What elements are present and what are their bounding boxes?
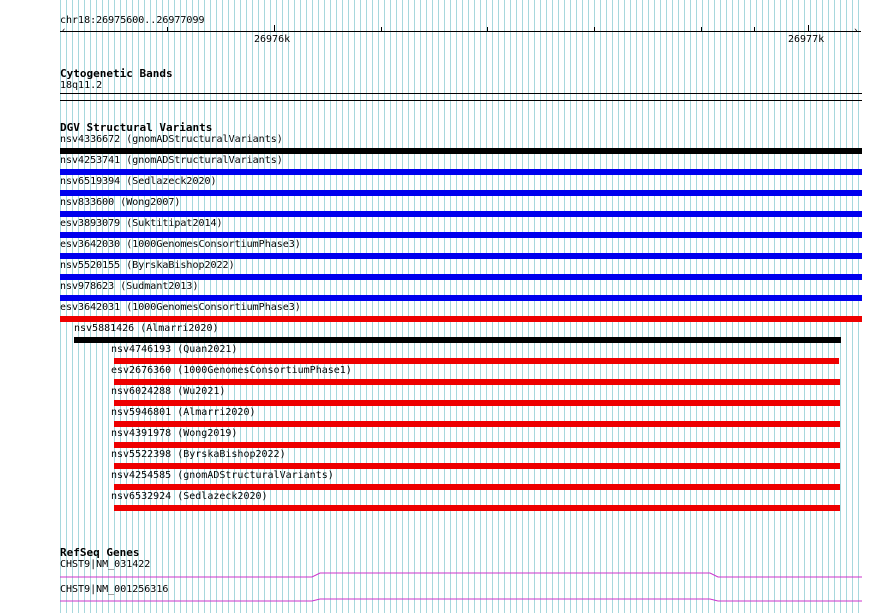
variant-bar[interactable] — [114, 463, 840, 469]
variant-bar[interactable] — [60, 295, 862, 301]
variant-bar[interactable] — [114, 358, 839, 364]
track-title-refseq[interactable]: RefSeq Genes — [60, 546, 140, 559]
variant-bar[interactable] — [74, 337, 841, 343]
variant-bar[interactable] — [114, 505, 840, 511]
variant-label[interactable]: esv3642031 (1000GenomesConsortiumPhase3) — [60, 302, 301, 313]
ruler-right-arrow[interactable]: › — [853, 26, 859, 36]
variant-bar[interactable] — [114, 400, 840, 406]
track-title-cytoband[interactable]: Cytogenetic Bands — [60, 67, 173, 80]
track-title-dgv[interactable]: DGV Structural Variants — [60, 121, 213, 134]
variant-label[interactable]: nsv4336672 (gnomADStructuralVariants) — [60, 134, 283, 145]
variant-label[interactable]: nsv978623 (Sudmant2013) — [60, 281, 199, 292]
variant-bar[interactable] — [60, 316, 862, 322]
cytoband-line — [60, 93, 862, 94]
variant-label[interactable]: nsv4254585 (gnomADStructuralVariants) — [111, 470, 334, 481]
variant-bar[interactable] — [114, 484, 840, 490]
variant-label[interactable]: nsv5520155 (ByrskaBishop2022) — [60, 260, 235, 271]
variant-label[interactable]: nsv4253741 (gnomADStructuralVariants) — [60, 155, 283, 166]
variant-label[interactable]: nsv5946801 (Almarri2020) — [111, 407, 256, 418]
ruler-axis — [60, 31, 861, 32]
variant-bar[interactable] — [60, 148, 862, 154]
gene-label[interactable]: CHST9|NM_001256316 — [60, 584, 169, 595]
location-label: chr18:26975600..26977099 — [60, 15, 205, 26]
variant-label[interactable]: nsv4746193 (Quan2021) — [111, 344, 238, 355]
variant-bar[interactable] — [60, 274, 862, 280]
variant-bar[interactable] — [60, 190, 862, 196]
gene-label[interactable]: CHST9|NM_031422 — [60, 559, 151, 570]
variant-label[interactable]: esv3642030 (1000GenomesConsortiumPhase3) — [60, 239, 301, 250]
variant-bar[interactable] — [60, 211, 862, 217]
variant-label[interactable]: nsv6532924 (Sedlazeck2020) — [111, 491, 268, 502]
variant-label[interactable]: esv2676360 (1000GenomesConsortiumPhase1) — [111, 365, 352, 376]
variant-bar[interactable] — [60, 169, 862, 175]
variant-bar[interactable] — [60, 253, 862, 259]
variant-label[interactable]: nsv6024288 (Wu2021) — [111, 386, 226, 397]
variant-label[interactable]: nsv833600 (Wong2007) — [60, 197, 181, 208]
variant-bar[interactable] — [114, 421, 840, 427]
variant-label[interactable]: nsv5522398 (ByrskaBishop2022) — [111, 449, 286, 460]
variant-label[interactable]: nsv6519394 (Sedlazeck2020) — [60, 176, 217, 187]
track-divider — [60, 100, 862, 101]
variant-bar[interactable] — [114, 442, 840, 448]
ruler-left-arrow[interactable]: ‹ — [61, 26, 67, 36]
variant-bar[interactable] — [60, 232, 862, 238]
ruler-tick-label: 26977k — [788, 34, 825, 45]
variant-bar[interactable] — [114, 379, 840, 385]
variant-label[interactable]: nsv4391978 (Wong2019) — [111, 428, 238, 439]
cytoband-label: 18q11.2 — [60, 80, 103, 91]
variant-label[interactable]: nsv5881426 (Almarri2020) — [74, 323, 219, 334]
ruler-tick-label: 26976k — [254, 34, 291, 45]
variant-label[interactable]: esv3893079 (Suktitipat2014) — [60, 218, 223, 229]
